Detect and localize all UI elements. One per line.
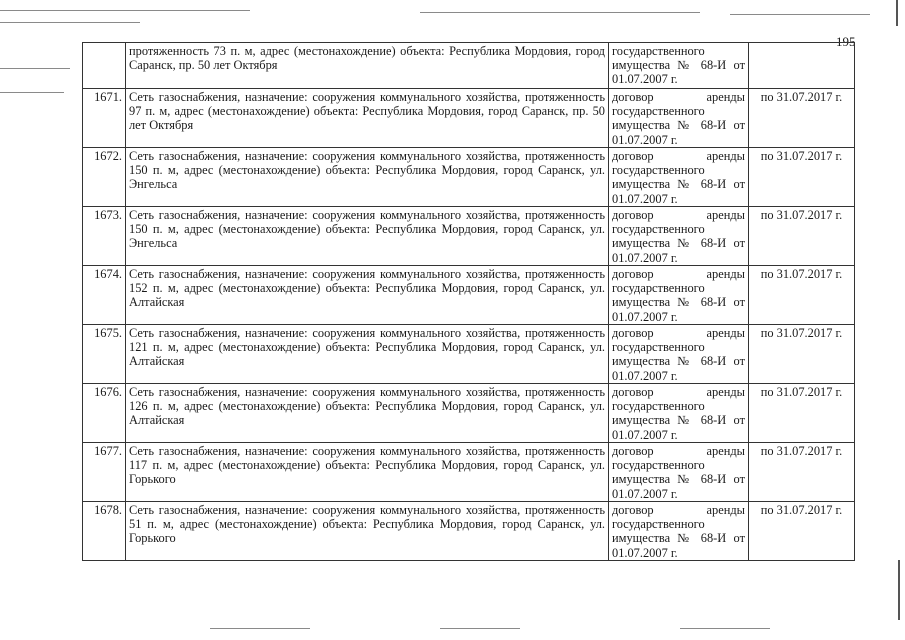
table-row [83, 384, 855, 443]
object-description: Сеть газоснабжения, назначение: сооружения коммунального хозяйства, протяженность 150 п. м, адрес (местонахождение) объекта: Республика Мордовия, город Саранск, ул. Энгельса [126, 207, 609, 266]
row-number: 1672. [83, 148, 126, 207]
scan-artifact-top-mid [420, 12, 700, 13]
property-registry-table [82, 42, 855, 561]
object-description: Сеть газоснабжения, назначение: сооружения коммунального хозяйства, протяженность 121 п. м, адрес (местонахождение) объекта: Республика Мордовия, город Саранск, ул. Алтайская [126, 325, 609, 384]
object-description: Сеть газоснабжения, назначение: сооружения коммунального хозяйства, протяженность 126 п. м, адрес (местонахождение) объекта: Республика Мордовия, город Саранск, ул. Алтайская [126, 384, 609, 443]
scan-artifact-left-2 [0, 92, 64, 93]
scan-artifact-bottom-2 [440, 628, 520, 629]
row-number: 1676. [83, 384, 126, 443]
object-description: Сеть газоснабжения, назначение: сооружения коммунального хозяйства, протяженность 97 п. м, адрес (местонахождение) объекта: Республика Мордовия, город Саранск, пр. 50 лет Октября [126, 89, 609, 148]
row-number: 1678. [83, 502, 126, 561]
table-row [83, 325, 855, 384]
row-number: 1675. [83, 325, 126, 384]
scan-artifact-top-right [730, 14, 870, 15]
legal-basis: договор аренды государственного имущества № 68-И от 01.07.2007 г. [609, 89, 749, 148]
table-row [83, 89, 855, 148]
term: по 31.07.2017 г. [749, 89, 855, 148]
scan-edge-right-bottom [898, 560, 900, 620]
table-row [83, 148, 855, 207]
row-number [83, 43, 126, 89]
scan-artifact-bottom-3 [680, 628, 770, 629]
term: по 31.07.2017 г. [749, 148, 855, 207]
legal-basis: договор аренды государственного имущества № 68-И от 01.07.2007 г. [609, 384, 749, 443]
term: по 31.07.2017 г. [749, 207, 855, 266]
table-row [83, 43, 855, 89]
table-row [83, 266, 855, 325]
object-description: Сеть газоснабжения, назначение: сооружения коммунального хозяйства, протяженность 117 п. м, адрес (местонахождение) объекта: Республика Мордовия, город Саранск, ул. Горького [126, 443, 609, 502]
row-number: 1674. [83, 266, 126, 325]
term: по 31.07.2017 г. [749, 266, 855, 325]
table-row [83, 207, 855, 266]
term: по 31.07.2017 г. [749, 443, 855, 502]
row-number: 1677. [83, 443, 126, 502]
scan-artifact-left-1 [0, 68, 70, 69]
legal-basis: договор аренды государственного имущества № 68-И от 01.07.2007 г. [609, 207, 749, 266]
scan-artifact-bottom-1 [210, 628, 310, 629]
term [749, 43, 855, 89]
term: по 31.07.2017 г. [749, 384, 855, 443]
term: по 31.07.2017 г. [749, 325, 855, 384]
table-row [83, 443, 855, 502]
object-description: протяженность 73 п. м, адрес (местонахождение) объекта: Республика Мордовия, город Саранск, пр. 50 лет Октября [126, 43, 609, 89]
legal-basis: договор аренды государственного имущества № 68-И от 01.07.2007 г. [609, 266, 749, 325]
term: по 31.07.2017 г. [749, 502, 855, 561]
row-number: 1673. [83, 207, 126, 266]
scan-artifact-top-left-2 [0, 22, 140, 23]
object-description: Сеть газоснабжения, назначение: сооружения коммунального хозяйства, протяженность 152 п. м, адрес (местонахождение) объекта: Республика Мордовия, город Саранск, ул. Алтайская [126, 266, 609, 325]
page-number: 195 [836, 34, 856, 49]
object-description: Сеть газоснабжения, назначение: сооружения коммунального хозяйства, протяженность 51 п. м, адрес (местонахождение) объекта: Республика Мордовия, город Саранск, ул. Горького [126, 502, 609, 561]
scan-edge-right-top [896, 0, 898, 26]
row-number: 1671. [83, 89, 126, 148]
legal-basis: договор аренды государственного имущества № 68-И от 01.07.2007 г. [609, 443, 749, 502]
legal-basis: договор аренды государственного имущества № 68-И от 01.07.2007 г. [609, 325, 749, 384]
table-row [83, 502, 855, 561]
legal-basis: договор аренды государственного имущества № 68-И от 01.07.2007 г. [609, 148, 749, 207]
object-description: Сеть газоснабжения, назначение: сооружения коммунального хозяйства, протяженность 150 п. м, адрес (местонахождение) объекта: Республика Мордовия, город Саранск, ул. Энгельса [126, 148, 609, 207]
scan-artifact-top-left [0, 10, 250, 11]
legal-basis: договор аренды государственного имущества № 68-И от 01.07.2007 г. [609, 502, 749, 561]
legal-basis: государственного имущества № 68-И от 01.07.2007 г. [609, 43, 749, 89]
